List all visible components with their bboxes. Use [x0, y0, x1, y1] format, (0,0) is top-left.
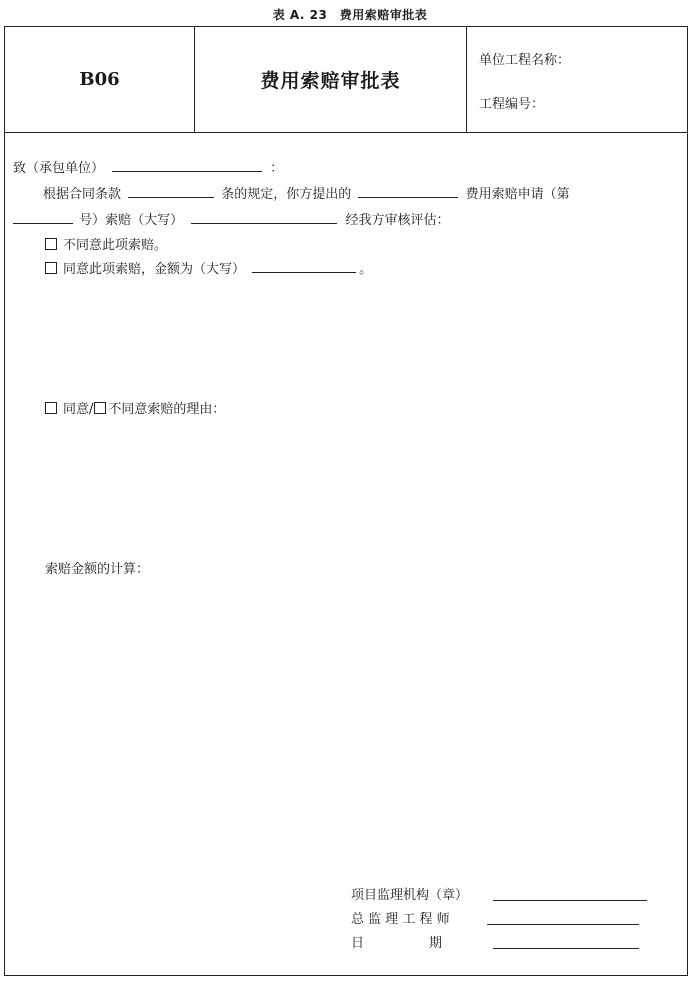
contract-clause-field[interactable] — [128, 185, 214, 198]
checkbox-disagree[interactable] — [45, 238, 57, 250]
paragraph-line-2 — [13, 209, 449, 228]
para2-prefix: 号）索赔（大写） — [79, 213, 184, 228]
chief-engineer-field[interactable] — [487, 924, 639, 925]
form-title: 费用索赔审批表 — [195, 27, 467, 132]
project-meta — [467, 27, 687, 132]
date-field[interactable] — [493, 948, 639, 949]
to-line — [13, 157, 283, 176]
to-suffix: ： — [270, 161, 284, 176]
chief-engineer-label: 总 监 理 工 程 师 — [351, 912, 450, 927]
table-caption: 表 A. 23 费用索赔审批表 — [272, 8, 428, 22]
application-number-field[interactable] — [13, 211, 73, 224]
checkbox-reason-disagree[interactable] — [94, 402, 106, 414]
para1-mid1: 条的规定，你方提出的 — [221, 187, 352, 202]
project-number-label: 工程编号： — [479, 97, 545, 112]
para2-suffix: 经我方审核评估： — [345, 213, 450, 228]
reason-label: 不同意索赔的理由： — [108, 402, 226, 417]
unit-project-name-label: 单位工程名称： — [479, 53, 571, 68]
para1-mid2: 费用索赔申请（第 — [465, 187, 570, 202]
date-label: 日 期 — [351, 936, 443, 951]
para1-prefix: 根据合同条款 — [43, 187, 122, 202]
reason-agree-label: 同意/ — [63, 402, 94, 417]
approval-form — [4, 26, 688, 976]
supervision-org-label: 项目监理机构（章） — [351, 888, 469, 903]
supervision-org-field[interactable] — [493, 900, 647, 901]
option-disagree[interactable] — [45, 234, 167, 253]
approved-amount-field[interactable] — [252, 260, 356, 273]
checkbox-reason-agree[interactable] — [45, 402, 57, 414]
to-label: 致（承包单位） — [13, 161, 105, 176]
reason-line — [45, 398, 225, 417]
option-agree-label: 同意此项索赔，金额为（大写） — [63, 262, 246, 277]
contractor-field[interactable] — [112, 159, 262, 172]
form-code: B06 — [5, 27, 195, 132]
calculation-label: 索赔金额的计算： — [45, 562, 150, 577]
applicant-field[interactable] — [358, 185, 458, 198]
checkbox-agree[interactable] — [45, 262, 57, 274]
claim-amount-words-field[interactable] — [191, 211, 337, 224]
option-agree-suffix: 。 — [359, 262, 373, 277]
option-agree[interactable] — [45, 258, 372, 277]
form-header — [5, 27, 687, 133]
paragraph-line-1 — [43, 183, 570, 202]
option-disagree-label: 不同意此项索赔。 — [63, 238, 168, 253]
